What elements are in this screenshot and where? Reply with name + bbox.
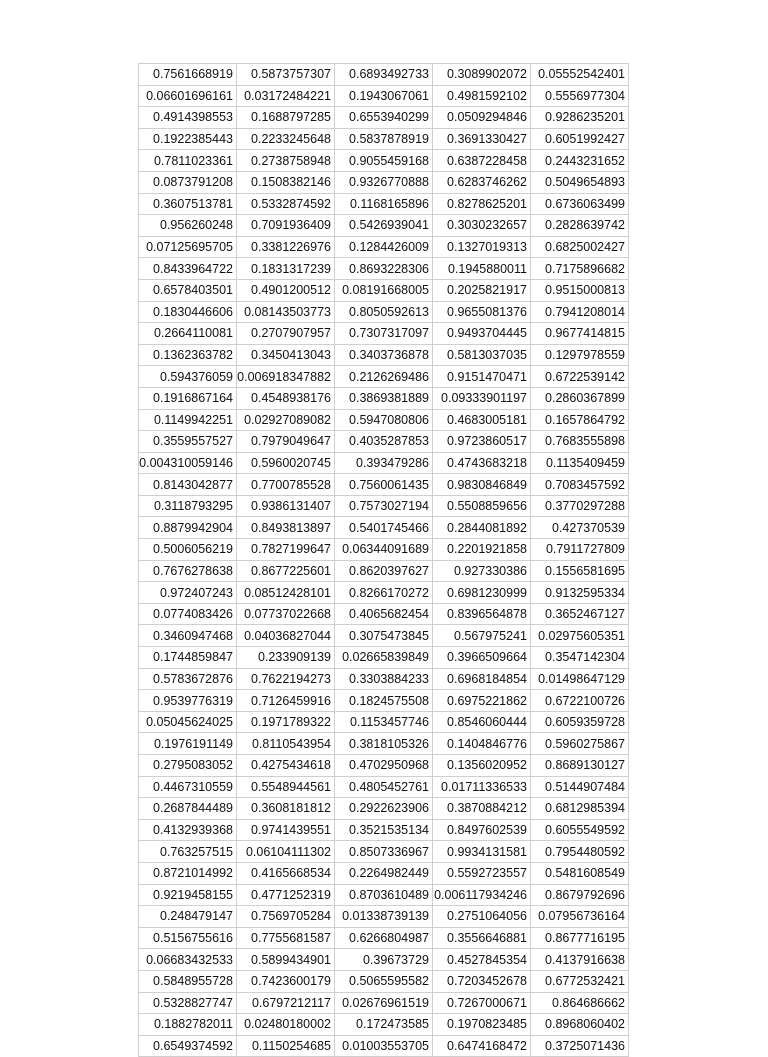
- table-cell[interactable]: 0.4065682454: [335, 603, 433, 625]
- table-cell[interactable]: 0.9219458155: [139, 884, 237, 906]
- table-row: [139, 711, 629, 733]
- table-cell[interactable]: 0.2443231652: [531, 150, 629, 172]
- table-cell[interactable]: 0.6578403501: [139, 279, 237, 301]
- table-cell[interactable]: 0.3607513781: [139, 193, 237, 215]
- table-row: [139, 970, 629, 992]
- table-cell[interactable]: 0.9830846849: [433, 474, 531, 496]
- table-cell[interactable]: 0.8679792696: [531, 884, 629, 906]
- table-row: [139, 841, 629, 863]
- table-cell[interactable]: 0.8879942904: [139, 517, 237, 539]
- table-cell[interactable]: 0.6266804987: [335, 927, 433, 949]
- table-cell[interactable]: 0.9539776319: [139, 690, 237, 712]
- table-cell[interactable]: 0.864686662: [531, 992, 629, 1014]
- table-cell[interactable]: 0.8266170272: [335, 582, 433, 604]
- table-cell[interactable]: 0.8110543954: [237, 733, 335, 755]
- table-cell[interactable]: 0.6981230999: [433, 582, 531, 604]
- table-cell[interactable]: 0.9151470471: [433, 366, 531, 388]
- table-row: [139, 776, 629, 798]
- table-cell[interactable]: 0.07956736164: [531, 906, 629, 928]
- table-cell[interactable]: 0.9286235201: [531, 107, 629, 129]
- table-cell[interactable]: 0.6893492733: [335, 64, 433, 86]
- table-row: [139, 927, 629, 949]
- table-cell[interactable]: 0.9326770888: [335, 171, 433, 193]
- table-cell[interactable]: 0.4035287853: [335, 431, 433, 453]
- table-cell[interactable]: 0.3966509664: [433, 647, 531, 669]
- table-row: [139, 344, 629, 366]
- table-row: [139, 215, 629, 237]
- table-cell[interactable]: 0.9515000813: [531, 279, 629, 301]
- table-cell[interactable]: 0.4743683218: [433, 452, 531, 474]
- table-row: [139, 668, 629, 690]
- table-cell[interactable]: 0.03172484221: [237, 85, 335, 107]
- table-cell[interactable]: 0.6736063499: [531, 193, 629, 215]
- table-cell[interactable]: 0.5006056219: [139, 539, 237, 561]
- table-row: [139, 474, 629, 496]
- table-cell[interactable]: 0.2860367899: [531, 387, 629, 409]
- table-cell[interactable]: 0.7954480592: [531, 841, 629, 863]
- table-cell[interactable]: 0.248479147: [139, 906, 237, 928]
- table-cell[interactable]: 0.2738758948: [237, 150, 335, 172]
- table-cell[interactable]: 0.7560061435: [335, 474, 433, 496]
- table-cell[interactable]: 0.2025821917: [433, 279, 531, 301]
- table-cell[interactable]: 0.5592723557: [433, 862, 531, 884]
- table-cell[interactable]: 0.1508382146: [237, 171, 335, 193]
- table-cell[interactable]: 0.3460947468: [139, 625, 237, 647]
- table-cell[interactable]: 0.5556977304: [531, 85, 629, 107]
- table-row: [139, 279, 629, 301]
- table-cell[interactable]: 0.6968184854: [433, 668, 531, 690]
- table-row: [139, 107, 629, 129]
- table-cell[interactable]: 0.8433964722: [139, 258, 237, 280]
- table-cell[interactable]: 0.3303884233: [335, 668, 433, 690]
- table-row: [139, 819, 629, 841]
- table-cell[interactable]: 0.4275434618: [237, 755, 335, 777]
- table-cell[interactable]: 0.4914398553: [139, 107, 237, 129]
- table-cell[interactable]: 0.3118793295: [139, 495, 237, 517]
- table-cell[interactable]: 0.6553940299: [335, 107, 433, 129]
- table-cell[interactable]: 0.3608181812: [237, 798, 335, 820]
- table-cell[interactable]: 0.1362363782: [139, 344, 237, 366]
- table-cell[interactable]: 0.8620397627: [335, 560, 433, 582]
- table-row: [139, 906, 629, 928]
- table-cell[interactable]: 0.5144907484: [531, 776, 629, 798]
- table-cell[interactable]: 0.8493813897: [237, 517, 335, 539]
- table-cell[interactable]: 0.8396564878: [433, 603, 531, 625]
- table-cell[interactable]: 0.5156755616: [139, 927, 237, 949]
- table-row: [139, 301, 629, 323]
- table-cell[interactable]: 0.2751064056: [433, 906, 531, 928]
- table-cell[interactable]: 0.3652467127: [531, 603, 629, 625]
- table-cell[interactable]: 0.8721014992: [139, 862, 237, 884]
- table-cell[interactable]: 0.3556646881: [433, 927, 531, 949]
- table-cell[interactable]: 0.4683005181: [433, 409, 531, 431]
- table-row: [139, 690, 629, 712]
- table-cell[interactable]: 0.5426939041: [335, 215, 433, 237]
- table-cell[interactable]: 0.7811023361: [139, 150, 237, 172]
- table-cell[interactable]: 0.7979049647: [237, 431, 335, 453]
- table-cell[interactable]: 0.5401745466: [335, 517, 433, 539]
- table-cell[interactable]: 0.3725071436: [531, 1035, 629, 1057]
- table-cell[interactable]: 0.6387228458: [433, 150, 531, 172]
- table-cell[interactable]: 0.1168165896: [335, 193, 433, 215]
- table-cell[interactable]: 0.3818105326: [335, 733, 433, 755]
- table-cell[interactable]: 0.1284426009: [335, 236, 433, 258]
- table-cell[interactable]: 0.6474168472: [433, 1035, 531, 1057]
- data-table: [138, 63, 629, 1057]
- table-cell[interactable]: 0.8693228306: [335, 258, 433, 280]
- table-cell[interactable]: 0.4702950968: [335, 755, 433, 777]
- table-row: [139, 323, 629, 345]
- table-row: [139, 560, 629, 582]
- table-cell[interactable]: 0.4805452761: [335, 776, 433, 798]
- table-cell[interactable]: 0.5960020745: [237, 452, 335, 474]
- table-cell[interactable]: 0.2126269486: [335, 366, 433, 388]
- table-cell[interactable]: 0.7827199647: [237, 539, 335, 561]
- table-cell[interactable]: 0.2828639742: [531, 215, 629, 237]
- table-cell[interactable]: 0.7700785528: [237, 474, 335, 496]
- table-cell[interactable]: 0.8497602539: [433, 819, 531, 841]
- table-cell[interactable]: 0.972407243: [139, 582, 237, 604]
- table-cell[interactable]: 0.5332874592: [237, 193, 335, 215]
- table-cell[interactable]: 0.4467310559: [139, 776, 237, 798]
- table-cell[interactable]: 0.5328827747: [139, 992, 237, 1014]
- table-cell[interactable]: 0.04036827044: [237, 625, 335, 647]
- table-cell[interactable]: 0.5848955728: [139, 970, 237, 992]
- table-cell[interactable]: 0.1945880011: [433, 258, 531, 280]
- table-cell[interactable]: 0.3559557527: [139, 431, 237, 453]
- table-cell[interactable]: 0.7911727809: [531, 539, 629, 561]
- table-cell[interactable]: 0.9677414815: [531, 323, 629, 345]
- table-cell[interactable]: 0.08143503773: [237, 301, 335, 323]
- table-cell[interactable]: 0.39673729: [335, 949, 433, 971]
- table-cell[interactable]: 0.763257515: [139, 841, 237, 863]
- table-cell[interactable]: 0.927330386: [433, 560, 531, 582]
- table-cell[interactable]: 0.6975221862: [433, 690, 531, 712]
- table-cell[interactable]: 0.01338739139: [335, 906, 433, 928]
- table-cell[interactable]: 0.6812985394: [531, 798, 629, 820]
- table-cell[interactable]: 0.006918347882: [237, 366, 335, 388]
- table-cell[interactable]: 0.02975605351: [531, 625, 629, 647]
- table-cell[interactable]: 0.9723860517: [433, 431, 531, 453]
- table-cell[interactable]: 0.3521535134: [335, 819, 433, 841]
- table-cell[interactable]: 0.1688797285: [237, 107, 335, 129]
- table-cell[interactable]: 0.5783672876: [139, 668, 237, 690]
- table-cell[interactable]: 0.2795083052: [139, 755, 237, 777]
- table-cell[interactable]: 0.02665839849: [335, 647, 433, 669]
- table-row: [139, 1014, 629, 1036]
- table-row: [139, 733, 629, 755]
- table-cell[interactable]: 0.2664110081: [139, 323, 237, 345]
- table-cell[interactable]: 0.5837878919: [335, 128, 433, 150]
- table-row: [139, 582, 629, 604]
- table-cell[interactable]: 0.4165668534: [237, 862, 335, 884]
- table-cell[interactable]: 0.7175896682: [531, 258, 629, 280]
- table-row: [139, 171, 629, 193]
- table-cell[interactable]: 0.233909139: [237, 647, 335, 669]
- table-row: [139, 798, 629, 820]
- table-cell[interactable]: 0.1976191149: [139, 733, 237, 755]
- table-cell[interactable]: 0.8703610489: [335, 884, 433, 906]
- table-cell[interactable]: 0.02676961519: [335, 992, 433, 1014]
- table-cell[interactable]: 0.05552542401: [531, 64, 629, 86]
- table-cell[interactable]: 0.9386131407: [237, 495, 335, 517]
- table-cell[interactable]: 0.02927089082: [237, 409, 335, 431]
- table-cell[interactable]: 0.1297978559: [531, 344, 629, 366]
- table-cell[interactable]: 0.172473585: [335, 1014, 433, 1036]
- table-cell[interactable]: 0.2687844489: [139, 798, 237, 820]
- table-cell[interactable]: 0.567975241: [433, 625, 531, 647]
- table-cell[interactable]: 0.6549374592: [139, 1035, 237, 1057]
- table-cell[interactable]: 0.7203452678: [433, 970, 531, 992]
- table-row: [139, 949, 629, 971]
- table-cell[interactable]: 0.5508859656: [433, 495, 531, 517]
- table-cell[interactable]: 0.6283746262: [433, 171, 531, 193]
- table-cell[interactable]: 0.2264982449: [335, 862, 433, 884]
- table-cell[interactable]: 0.1153457746: [335, 711, 433, 733]
- table-cell[interactable]: 0.006117934246: [433, 884, 531, 906]
- table-cell[interactable]: 0.6772532421: [531, 970, 629, 992]
- table-row: [139, 647, 629, 669]
- table-cell[interactable]: 0.8507336967: [335, 841, 433, 863]
- table-cell[interactable]: 0.2844081892: [433, 517, 531, 539]
- table-cell[interactable]: 0.427370539: [531, 517, 629, 539]
- table-cell[interactable]: 0.6059359728: [531, 711, 629, 733]
- table-cell[interactable]: 0.7683555898: [531, 431, 629, 453]
- table-row: [139, 150, 629, 172]
- table-cell[interactable]: 0.2233245648: [237, 128, 335, 150]
- table-cell[interactable]: 0.2201921858: [433, 539, 531, 561]
- table-cell[interactable]: 0.3869381889: [335, 387, 433, 409]
- table-cell[interactable]: 0.1882782011: [139, 1014, 237, 1036]
- table-cell[interactable]: 0.8677225601: [237, 560, 335, 582]
- table-cell[interactable]: 0.1356020952: [433, 755, 531, 777]
- table-cell[interactable]: 0.3030232657: [433, 215, 531, 237]
- table-cell[interactable]: 0.4981592102: [433, 85, 531, 107]
- table-cell[interactable]: 0.1831317239: [237, 258, 335, 280]
- table-cell[interactable]: 0.0774083426: [139, 603, 237, 625]
- table-cell[interactable]: 0.0509294846: [433, 107, 531, 129]
- table-cell[interactable]: 0.3381226976: [237, 236, 335, 258]
- table-row: [139, 884, 629, 906]
- table-cell[interactable]: 0.9741439551: [237, 819, 335, 841]
- table-cell[interactable]: 0.3075473845: [335, 625, 433, 647]
- table-cell[interactable]: 0.7267000671: [433, 992, 531, 1014]
- table-cell[interactable]: 0.8143042877: [139, 474, 237, 496]
- table-row: [139, 387, 629, 409]
- table-cell[interactable]: 0.7126459916: [237, 690, 335, 712]
- table-cell[interactable]: 0.5065595582: [335, 970, 433, 992]
- table-cell[interactable]: 0.4548938176: [237, 387, 335, 409]
- table-cell[interactable]: 0.6722100726: [531, 690, 629, 712]
- table-cell[interactable]: 0.7561668919: [139, 64, 237, 86]
- table-cell[interactable]: 0.1830446606: [139, 301, 237, 323]
- table-row: [139, 409, 629, 431]
- table-cell[interactable]: 0.1149942251: [139, 409, 237, 431]
- table-cell[interactable]: 0.06104111302: [237, 841, 335, 863]
- table-cell[interactable]: 0.06344091689: [335, 539, 433, 561]
- table-cell[interactable]: 0.393479286: [335, 452, 433, 474]
- table-cell[interactable]: 0.7941208014: [531, 301, 629, 323]
- table-cell[interactable]: 0.8546060444: [433, 711, 531, 733]
- table-cell[interactable]: 0.6722539142: [531, 366, 629, 388]
- table-row: [139, 603, 629, 625]
- table-row: [139, 992, 629, 1014]
- table-cell[interactable]: 0.9655081376: [433, 301, 531, 323]
- table-cell[interactable]: 0.3450413043: [237, 344, 335, 366]
- table-cell[interactable]: 0.7573027194: [335, 495, 433, 517]
- table-row: [139, 64, 629, 86]
- table-cell[interactable]: 0.07125695705: [139, 236, 237, 258]
- table-cell[interactable]: 0.4901200512: [237, 279, 335, 301]
- table-cell[interactable]: 0.9132595334: [531, 582, 629, 604]
- table-cell[interactable]: 0.8050592613: [335, 301, 433, 323]
- table-cell[interactable]: 0.06683432533: [139, 949, 237, 971]
- table-cell[interactable]: 0.2922623906: [335, 798, 433, 820]
- table-cell[interactable]: 0.1922385443: [139, 128, 237, 150]
- table-cell[interactable]: 0.1744859847: [139, 647, 237, 669]
- table-cell[interactable]: 0.3403736878: [335, 344, 433, 366]
- table-cell[interactable]: 0.05045624025: [139, 711, 237, 733]
- table-cell[interactable]: 0.5899434901: [237, 949, 335, 971]
- table-cell[interactable]: 0.5481608549: [531, 862, 629, 884]
- table-row: [139, 755, 629, 777]
- table-cell[interactable]: 0.3089902072: [433, 64, 531, 86]
- table-cell[interactable]: 0.1135409459: [531, 452, 629, 474]
- table-cell[interactable]: 0.4527845354: [433, 949, 531, 971]
- table-cell[interactable]: 0.004310059146: [139, 452, 237, 474]
- table-cell[interactable]: 0.1327019313: [433, 236, 531, 258]
- table-cell[interactable]: 0.7423600179: [237, 970, 335, 992]
- table-cell[interactable]: 0.7307317097: [335, 323, 433, 345]
- table-row: [139, 193, 629, 215]
- table-cell[interactable]: 0.956260248: [139, 215, 237, 237]
- table-cell[interactable]: 0.5049654893: [531, 171, 629, 193]
- table-row: [139, 1035, 629, 1057]
- table-cell[interactable]: 0.1657864792: [531, 409, 629, 431]
- table-cell[interactable]: 0.08512428101: [237, 582, 335, 604]
- table-cell[interactable]: 0.5947080806: [335, 409, 433, 431]
- table-cell[interactable]: 0.7091936409: [237, 215, 335, 237]
- table-row: [139, 366, 629, 388]
- table-cell[interactable]: 0.0873791208: [139, 171, 237, 193]
- table-cell[interactable]: 0.594376059: [139, 366, 237, 388]
- table-row: [139, 452, 629, 474]
- table-cell[interactable]: 0.01003553705: [335, 1035, 433, 1057]
- table-row: [139, 539, 629, 561]
- table-cell[interactable]: 0.9934131581: [433, 841, 531, 863]
- table-cell[interactable]: 0.4132939368: [139, 819, 237, 841]
- table-cell[interactable]: 0.9055459168: [335, 150, 433, 172]
- table-cell[interactable]: 0.09333901197: [433, 387, 531, 409]
- table-cell[interactable]: 0.4137916638: [531, 949, 629, 971]
- table-cell[interactable]: 0.7755681587: [237, 927, 335, 949]
- table-cell[interactable]: 0.7083457592: [531, 474, 629, 496]
- table-cell[interactable]: 0.6825002427: [531, 236, 629, 258]
- table-cell[interactable]: 0.4771252319: [237, 884, 335, 906]
- table-cell[interactable]: 0.01711336533: [433, 776, 531, 798]
- table-cell[interactable]: 0.01498647129: [531, 668, 629, 690]
- table-cell[interactable]: 0.3770297288: [531, 495, 629, 517]
- table-cell[interactable]: 0.8968060402: [531, 1014, 629, 1036]
- table-row: [139, 625, 629, 647]
- table-cell[interactable]: 0.1404846776: [433, 733, 531, 755]
- table-cell[interactable]: 0.8278625201: [433, 193, 531, 215]
- table-cell[interactable]: 0.6055549592: [531, 819, 629, 841]
- table-cell[interactable]: 0.3691330427: [433, 128, 531, 150]
- table-cell[interactable]: 0.1556581695: [531, 560, 629, 582]
- table-row: [139, 128, 629, 150]
- table-cell[interactable]: 0.7569705284: [237, 906, 335, 928]
- table-row: [139, 495, 629, 517]
- table-cell[interactable]: 0.9493704445: [433, 323, 531, 345]
- table-cell[interactable]: 0.8689130127: [531, 755, 629, 777]
- table-cell[interactable]: 0.5873757307: [237, 64, 335, 86]
- table-row: [139, 85, 629, 107]
- table-cell[interactable]: 0.08191668005: [335, 279, 433, 301]
- table-cell[interactable]: 0.1824575508: [335, 690, 433, 712]
- table-cell[interactable]: 0.1150254685: [237, 1035, 335, 1057]
- table-cell[interactable]: 0.8677716195: [531, 927, 629, 949]
- table-cell[interactable]: 0.1971789322: [237, 711, 335, 733]
- table-cell[interactable]: 0.7676278638: [139, 560, 237, 582]
- table-cell[interactable]: 0.06601696161: [139, 85, 237, 107]
- table-row: [139, 862, 629, 884]
- table-row: [139, 517, 629, 539]
- table-cell[interactable]: 0.1916867164: [139, 387, 237, 409]
- table-cell[interactable]: 0.5960275867: [531, 733, 629, 755]
- table-cell[interactable]: 0.3870884212: [433, 798, 531, 820]
- table-row: [139, 431, 629, 453]
- table-cell[interactable]: 0.1943067061: [335, 85, 433, 107]
- table-cell[interactable]: 0.5548944561: [237, 776, 335, 798]
- data-table-body: [139, 64, 629, 1057]
- table-row: [139, 258, 629, 280]
- table-row: [139, 236, 629, 258]
- table-cell[interactable]: 0.07737022668: [237, 603, 335, 625]
- table-cell[interactable]: 0.5813037035: [433, 344, 531, 366]
- table-cell[interactable]: 0.2707907957: [237, 323, 335, 345]
- table-cell[interactable]: 0.6051992427: [531, 128, 629, 150]
- table-cell[interactable]: 0.1970823485: [433, 1014, 531, 1036]
- table-cell[interactable]: 0.3547142304: [531, 647, 629, 669]
- table-cell[interactable]: 0.6797212117: [237, 992, 335, 1014]
- table-cell[interactable]: 0.7622194273: [237, 668, 335, 690]
- table-cell[interactable]: 0.02480180002: [237, 1014, 335, 1036]
